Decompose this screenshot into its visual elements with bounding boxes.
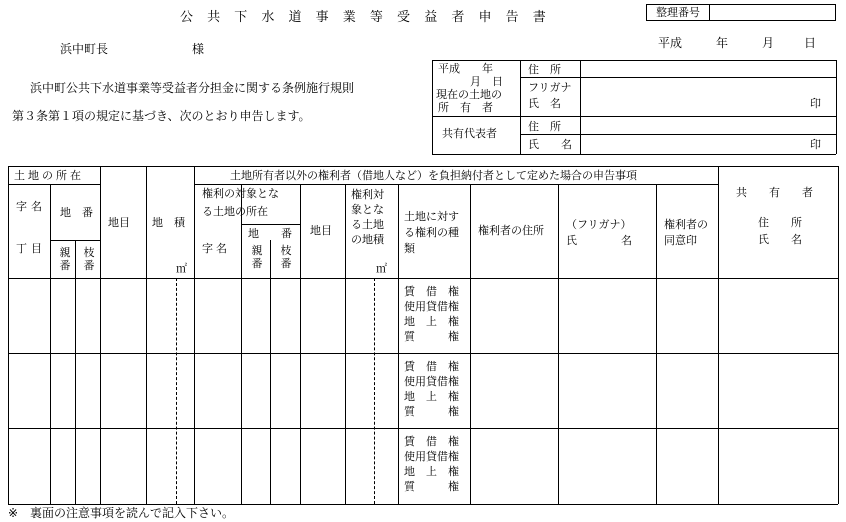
right-kind-header-2: る権利の種 [404, 226, 459, 239]
intro-line-2: 第３条第１項の規定に基づき、次のとおり申告します。 [12, 109, 311, 123]
footer-note: ※ 裏面の注意事項を読んで記入下さい。 [8, 506, 235, 520]
owner-address-label: 住 所 [528, 63, 561, 76]
right-kind-header-3: 類 [404, 242, 415, 255]
rights-area-header-1: 権利対 [351, 188, 384, 201]
right-kind-header-1: 土地に対す [404, 210, 459, 223]
owner-furigana-label: フリガナ [528, 81, 572, 94]
co-owner-header-3: 氏 名 [758, 233, 802, 246]
holder-address-header: 権利者の住所 [478, 224, 544, 237]
land-table [8, 166, 838, 504]
date-month: 月 [762, 36, 775, 50]
intro-line-1: 浜中町公共下水道事業等受益者分担金に関する条例施行規則 [30, 81, 355, 95]
date-year: 年 [716, 36, 729, 50]
owner-label-1: 現在の土地の [436, 88, 502, 101]
co-rep-address-label: 住 所 [528, 120, 561, 133]
owner-label-2: 所 有 者 [438, 101, 493, 114]
declarant-date-line-2: 月 日 [470, 75, 503, 88]
eda-header: 枝番 [83, 246, 95, 272]
rights-area-header-4: の地積 [351, 233, 384, 246]
owner-seal-mark: 印 [810, 97, 821, 110]
right-types-row-2: 賃 借 権 使用貸借権 地 上 権 質 権 [404, 360, 459, 418]
holder-name-header-2: 氏 名 [566, 234, 632, 247]
declarant-box [432, 60, 836, 154]
honorific: 様 [192, 42, 205, 56]
rights-chimoku-header: 地目 [310, 224, 332, 237]
reference-number-field[interactable] [710, 5, 835, 20]
consent-header-1: 権利者の [664, 218, 708, 231]
co-rep-seal-mark: 印 [810, 138, 821, 151]
holder-name-header-1: （フリガナ） [566, 218, 632, 231]
co-owner-header-2: 住 所 [758, 216, 802, 229]
co-owner-header-1: 共 有 者 [736, 186, 813, 199]
rights-aza-header: 字名 [202, 242, 230, 255]
addressee: 浜中町長 [60, 42, 109, 56]
rights-eda-header: 枝番 [280, 244, 292, 270]
target-land-header-1: 権利の対象とな [202, 187, 279, 200]
rights-area-header-2: 象とな [351, 203, 384, 216]
right-types-row-3: 賃 借 権 使用貸借権 地 上 権 質 権 [404, 435, 459, 493]
reference-number-label: 整理番号 [647, 5, 710, 20]
co-rep-name-label: 氏 名 [528, 138, 572, 151]
chome-header: 丁目 [16, 242, 46, 255]
co-representative-label: 共有代表者 [442, 127, 497, 140]
rights-banchi-header: 地 番 [248, 227, 292, 240]
declarant-date-line-1: 平成 年 [438, 62, 493, 75]
chiseki-header: 地 積 [152, 216, 185, 229]
rights-area-unit: ㎡ [376, 262, 387, 275]
land-location-header: 土地の所在 [14, 169, 84, 182]
chimoku-header: 地目 [108, 216, 130, 229]
form-title: 公 共 下 水 道 事 業 等 受 益 者 申 告 書 [180, 10, 551, 25]
reference-number-box [646, 4, 836, 21]
right-types-row-1: 賃 借 権 使用貸借権 地 上 権 質 権 [404, 285, 459, 343]
rights-area-header-3: る土地 [351, 218, 384, 231]
rights-oya-header: 親番 [251, 244, 263, 270]
oya-header: 親番 [59, 246, 71, 272]
aza-header: 字名 [16, 200, 46, 213]
consent-header-2: 同意印 [664, 234, 697, 247]
rights-holder-header: 土地所有者以外の権利者（借地人など）を負担納付者として定めた場合の申告事項 [230, 169, 637, 182]
chiseki-unit: ㎡ [176, 262, 187, 275]
date-day: 日 [804, 36, 817, 50]
target-land-header-2: る土地の所在 [202, 205, 268, 218]
date-era: 平成 [658, 36, 683, 50]
banchi-header: 地 番 [60, 206, 93, 219]
owner-name-label: 氏 名 [528, 97, 561, 110]
